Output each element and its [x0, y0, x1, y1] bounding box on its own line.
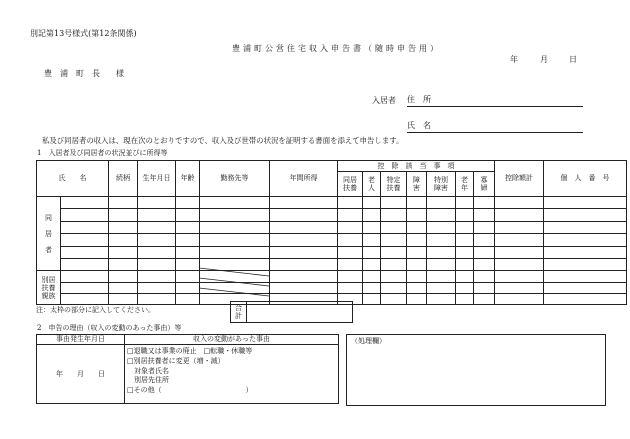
- col-deduction-sub: 寡 婦: [474, 172, 495, 197]
- date-header: 事由発生年月日: [37, 335, 125, 345]
- col-birth: 生年月日: [138, 161, 176, 197]
- col-age: 年齢: [176, 161, 200, 197]
- note: 注：太枠の部分に記入してください。: [36, 306, 155, 314]
- reason-item[interactable]: □その他（ ）: [127, 386, 253, 395]
- col-name: 氏 名: [37, 161, 109, 197]
- col-income: 年間所得: [270, 161, 338, 197]
- cohabitant-label-cell: 同 居 者: [37, 197, 61, 271]
- reason-item: 対象者氏名: [127, 366, 169, 375]
- col-deduction-total: 控除額計: [495, 161, 544, 197]
- reason-item[interactable]: □退職又は事業の廃止 □転職・休職等: [127, 347, 253, 355]
- col-workplace: 勤務先等: [200, 161, 270, 197]
- separate-label-cell: 別居 扶養 親族: [37, 271, 61, 305]
- col-deduction-sub: 老 年: [456, 172, 474, 197]
- processing-label: （処理欄）: [351, 337, 386, 345]
- addressee: 豊 浦 町 長 様: [44, 69, 124, 78]
- processing-box: [346, 334, 606, 406]
- section2-heading: 2 申告の理由（収入の変動のあった事由）等: [37, 324, 182, 332]
- total-value[interactable]: [247, 302, 353, 323]
- name-label: 氏 名: [407, 121, 431, 130]
- reason-header: 収入の変動があった事由: [125, 335, 339, 345]
- col-deduction-sub: 障 害: [407, 172, 427, 197]
- col-deduction-sub: 特別 障害: [427, 172, 456, 197]
- date-day: 日: [569, 55, 577, 64]
- address-label: 住 所: [407, 95, 431, 104]
- reason-date[interactable]: 年 月 日: [37, 345, 125, 404]
- reason-list[interactable]: [125, 345, 339, 404]
- col-deduction-sub: 老 人: [363, 172, 381, 197]
- reason-item[interactable]: □別居扶養者に変更（増・減）: [127, 356, 225, 365]
- date-year: 年: [510, 55, 518, 64]
- total-table: [230, 301, 353, 323]
- col-deduction-sub: 同居 扶養: [338, 172, 363, 197]
- total-label: 合 計: [231, 302, 247, 323]
- declaration-text: 私及び同居者の収入は、現在次のとおりですので、収入及び世帯の状況を証明する書面を添えて申告します。: [42, 136, 404, 145]
- col-personal-number: 個 人 番 号: [544, 161, 627, 197]
- col-deduction-sub: 特定 扶養: [381, 172, 407, 197]
- applicant-label: 入居者: [372, 96, 396, 105]
- col-relation: 続柄: [109, 161, 138, 197]
- form-reference: 別記第13号様式(第12条関係): [30, 29, 137, 38]
- section1-heading: 1 入居者及び同居者の状況並びに所得等: [37, 149, 168, 157]
- reason-item: 別居先住所: [127, 376, 169, 385]
- date-month: 月: [540, 55, 548, 64]
- reason-table: [36, 334, 339, 404]
- col-deduction-group: 控 除 該 当 事 項: [338, 161, 495, 172]
- form-title: 豊浦町公営住宅収入申告書（随時申告用）: [232, 44, 441, 53]
